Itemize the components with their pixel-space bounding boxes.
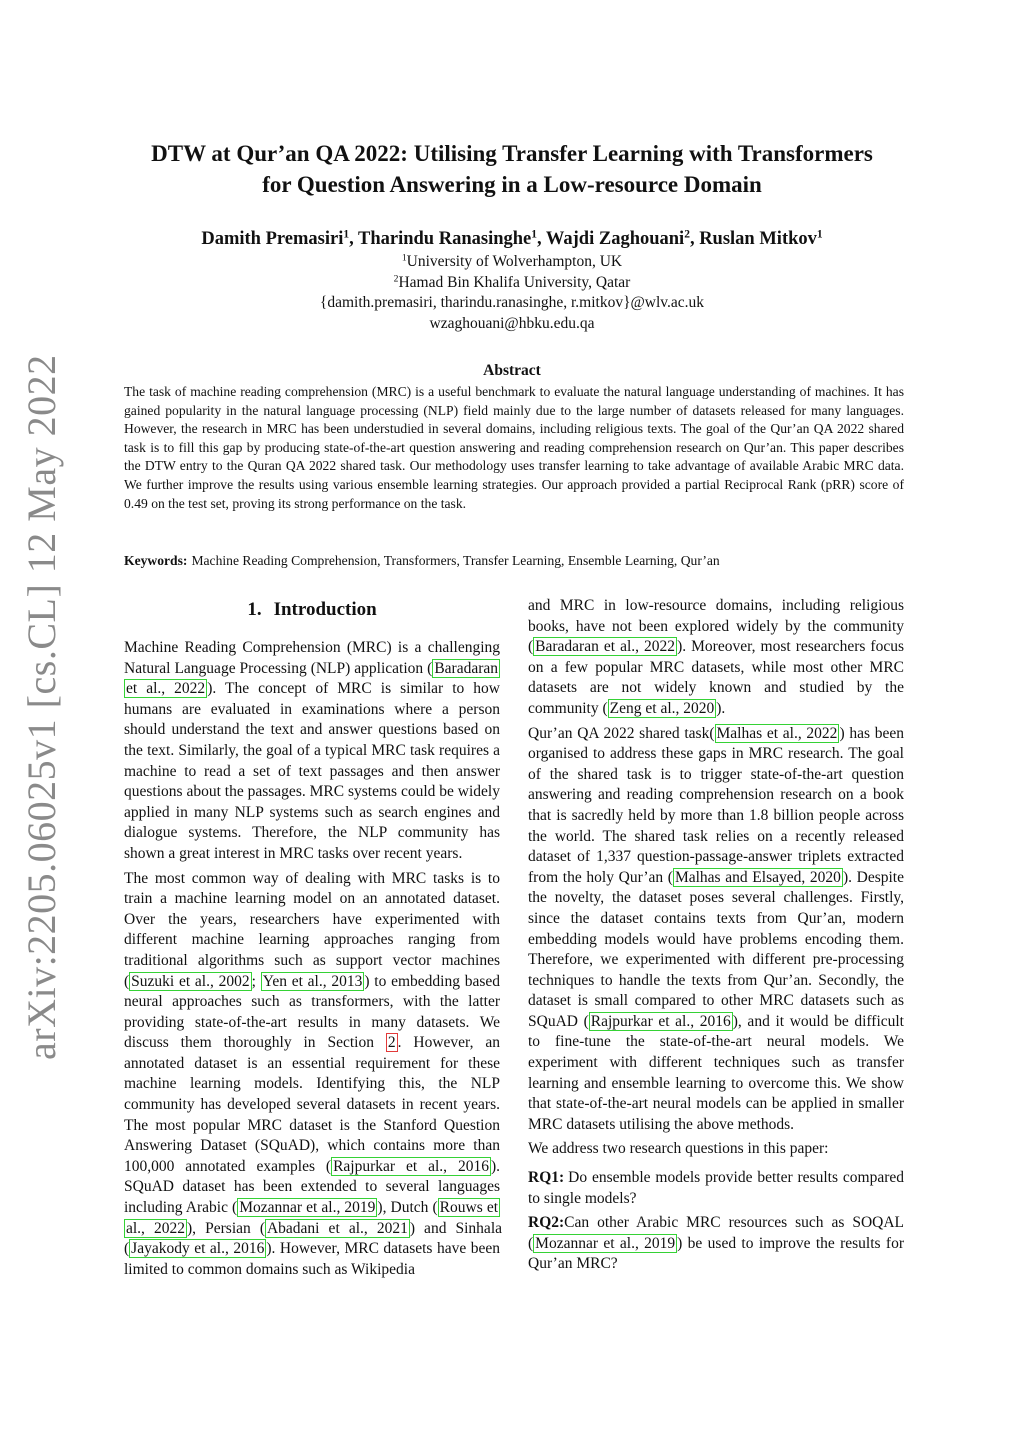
- citation-link[interactable]: Zeng et al., 2020: [609, 699, 715, 717]
- title-line-1: DTW at Qur’an QA 2022: Utilising Transfer Learning with Transformers: [151, 141, 873, 166]
- intro-paragraph: We address two research questions in this paper:: [528, 1140, 829, 1158]
- affiliation-text: University of Wolverhampton, UK: [406, 253, 623, 270]
- author-affiliation-mark: 2: [684, 228, 690, 241]
- left-column: [124, 596, 500, 1284]
- rq-label: RQ2:: [528, 1214, 565, 1232]
- author-affiliation-mark: 1: [531, 228, 537, 241]
- author: [546, 229, 699, 249]
- author: [699, 229, 822, 249]
- author-separator: ,: [349, 229, 358, 249]
- intro-paragraph: Machine Reading Comprehension (MRC) is a challenging Natural Language Processing (NLP) application ( Baradaran et al., 2022 ). The concept of MRC is similar to how humans are evaluated in examinations where a person should understand the text and answer questions based on the text. Similarly, the goal of a typical MRC task requires a machine to read a set of text passages and then answer questions about the passages. MRC systems could be widely applied in many NLP systems such as search engines and dialogue systems. Therefore, the NLP community has shown a great interest in MRC tasks over recent years.: [124, 639, 500, 862]
- citation-link[interactable]: Suzuki et al., 2002: [131, 972, 250, 990]
- citation-link[interactable]: Abadani et al., 2021: [266, 1219, 408, 1237]
- author-name: Damith Premasiri: [201, 229, 344, 249]
- citation-link[interactable]: Malhas and Elsayed, 2020: [674, 868, 841, 886]
- paper-title: [100, 138, 924, 200]
- author-email[interactable]: wzaghouani@hbku.edu.qa: [429, 314, 595, 332]
- abstract-text: The task of machine reading comprehension (MRC) is a useful benchmark to evaluate the natural language understanding of machines. It has gained popularity in the natural language processing (NLP) field mainly due to the large number of datasets released for many languages. However, the research in MRC has been understudied in several domains, including religious texts. The goal of the Qur’an QA 2022 shared task is to fill this gap by producing state-of-the-art question answering and reading comprehension research on Qur’an. This paper describes the DTW entry to the Quran QA 2022 shared task. Our methodology uses transfer learning to take advantage of available Arabic MRC data. We further improve the results using various ensemble learning strategies. Our approach provided a partial Reciprocal Rank (pRR) score of 0.49 on the test set, proving its strong performance on the task.: [124, 384, 904, 511]
- rq-text: Do ensemble models provide better results compared to single models?: [528, 1169, 904, 1207]
- affiliation-mark: 1: [401, 252, 407, 264]
- affiliations-block: [100, 252, 924, 334]
- keywords-list: Machine Reading Comprehension, Transformers, Transfer Learning, Ensemble Learning, Qur’an: [191, 553, 720, 568]
- intro-paragraph: and MRC in low-resource domains, including religious books, have not been explored widely by the community ( Baradaran et al., 2022 ). Moreover, most researchers focus on a few popular MRC datasets, while most other MRC datasets are not widely known and studied by the community ( Zeng et al., 2020 ).: [528, 597, 904, 717]
- affiliation: [100, 252, 924, 273]
- author: [201, 229, 358, 249]
- affiliation: [100, 273, 924, 294]
- research-question-1: [528, 1168, 904, 1209]
- citation-link[interactable]: Baradaran et al., 2022: [535, 638, 676, 656]
- author-name: Wajdi Zaghouani: [545, 229, 685, 249]
- rq-text: Can other Arabic MRC resources such as SOQAL ( Mozannar et al., 2019 ) be used to improve the results for Qur’an MRC?: [528, 1214, 904, 1273]
- section-reference-link[interactable]: 2: [387, 1034, 396, 1052]
- citation-link[interactable]: Yen et al., 2013: [262, 972, 363, 990]
- keywords-label: Keywords:: [124, 553, 188, 568]
- keywords: [124, 553, 904, 569]
- intro-paragraph: Qur’an QA 2022 shared task( Malhas et al., 2022 ) has been organised to address these gaps in MRC research. The goal of the shared task is to trigger state-of-the-art question answering and reading comprehension research on a book that is sacredly held by more than 1.8 billion people across the world. The shared task relies on a recently released dataset of 1,337 question-passage-answer triplets extracted from the holy Qur’an ( Malhas and Elsayed, 2020 ). Despite the novelty, the dataset poses several challenges. Firstly, since the dataset contains texts from Qur’an, modern embedding models would have problems encoding them. Therefore, we experimented with different pre-processing techniques to handle the texts from Qur’an. Secondly, the dataset is small compared to other MRC datasets such as SQuAD ( Rajpurkar et al., 2016 ), and it would be difficult to fine-tune the state-of-the-art neural models. We experiment with different techniques such as transfer learning and ensemble learning to overcome this. We show that state-of-the-art neural models can be applied in smaller MRC datasets utilising the above methods.: [528, 724, 904, 1133]
- author-affiliation-mark: 1: [816, 228, 823, 241]
- abstract-heading: Abstract: [483, 362, 541, 379]
- author-name: Tharindu Ranasinghe: [358, 229, 532, 249]
- author-separator: ,: [536, 229, 546, 249]
- author-list: [100, 229, 924, 250]
- citation-link[interactable]: Rajpurkar et al., 2016: [333, 1157, 489, 1175]
- author: [358, 229, 546, 249]
- author-affiliation-mark: 1: [343, 228, 350, 241]
- citation-link[interactable]: Malhas et al., 2022: [716, 724, 838, 742]
- citation-link[interactable]: Baradaran et al., 2022: [126, 659, 498, 698]
- section-number: 1.: [247, 599, 262, 620]
- citation-link[interactable]: Rajpurkar et al., 2016: [590, 1012, 731, 1030]
- section-title: Introduction: [273, 599, 377, 620]
- section-heading-introduction: [124, 598, 500, 622]
- right-column: [528, 596, 904, 1279]
- research-question-2: [528, 1213, 904, 1275]
- intro-paragraph: The most common way of dealing with MRC tasks is to train a machine learning model on an annotated dataset. Over the years, researchers have experimented with different machine learning approaches ranging from traditional algorithms such as support vector machines ( Suzuki et al., 2002 ; Yen et al., 2013 ) to embedding based neural approaches such as transformers, with the latter providing state-of-the-art results in many datasets. We discuss them thoroughly in Section 2 . However, an annotated dataset is an essential requirement for these machine learning models. Identifying this, the NLP community has developed several datasets in recent years. The most popular MRC dataset is the Stanford Question Answering Dataset (SQuAD), which contains more than 100,000 annotated examples ( Rajpurkar et al., 2016 ). SQuAD dataset has been extended to several languages including Arabic ( Mozannar et al., 2019 ), Dutch ( Rouws et al., 2022 ), Persian ( Abadani et al., 2021 ) and Sinhala ( Jayakody et al., 2016 ). However, MRC datasets have been limited to common domains such as Wikipedia: [124, 869, 502, 1278]
- author-name: Ruslan Mitkov: [699, 229, 817, 249]
- rq-label: RQ1:: [528, 1169, 565, 1187]
- affiliation-text: Hamad Bin Khalifa University, Qatar: [398, 273, 631, 291]
- citation-link[interactable]: Mozannar et al., 2019: [239, 1199, 376, 1217]
- citation-link[interactable]: Jayakody et al., 2016: [131, 1240, 265, 1258]
- arxiv-identifier: arXiv:2205.06025v1 [cs.CL] 12 May 2022: [19, 354, 64, 1060]
- title-line-2: for Question Answering in a Low-resource Domain: [262, 172, 762, 197]
- affiliation-mark: 2: [393, 273, 399, 285]
- citation-link[interactable]: Rouws et al., 2022: [126, 1199, 499, 1237]
- author-email[interactable]: {damith.premasiri, tharindu.ranasinghe, r.mitkov}@wlv.ac.uk: [319, 294, 705, 311]
- citation-link[interactable]: Mozannar et al., 2019: [535, 1234, 676, 1252]
- author-separator: ,: [689, 229, 700, 249]
